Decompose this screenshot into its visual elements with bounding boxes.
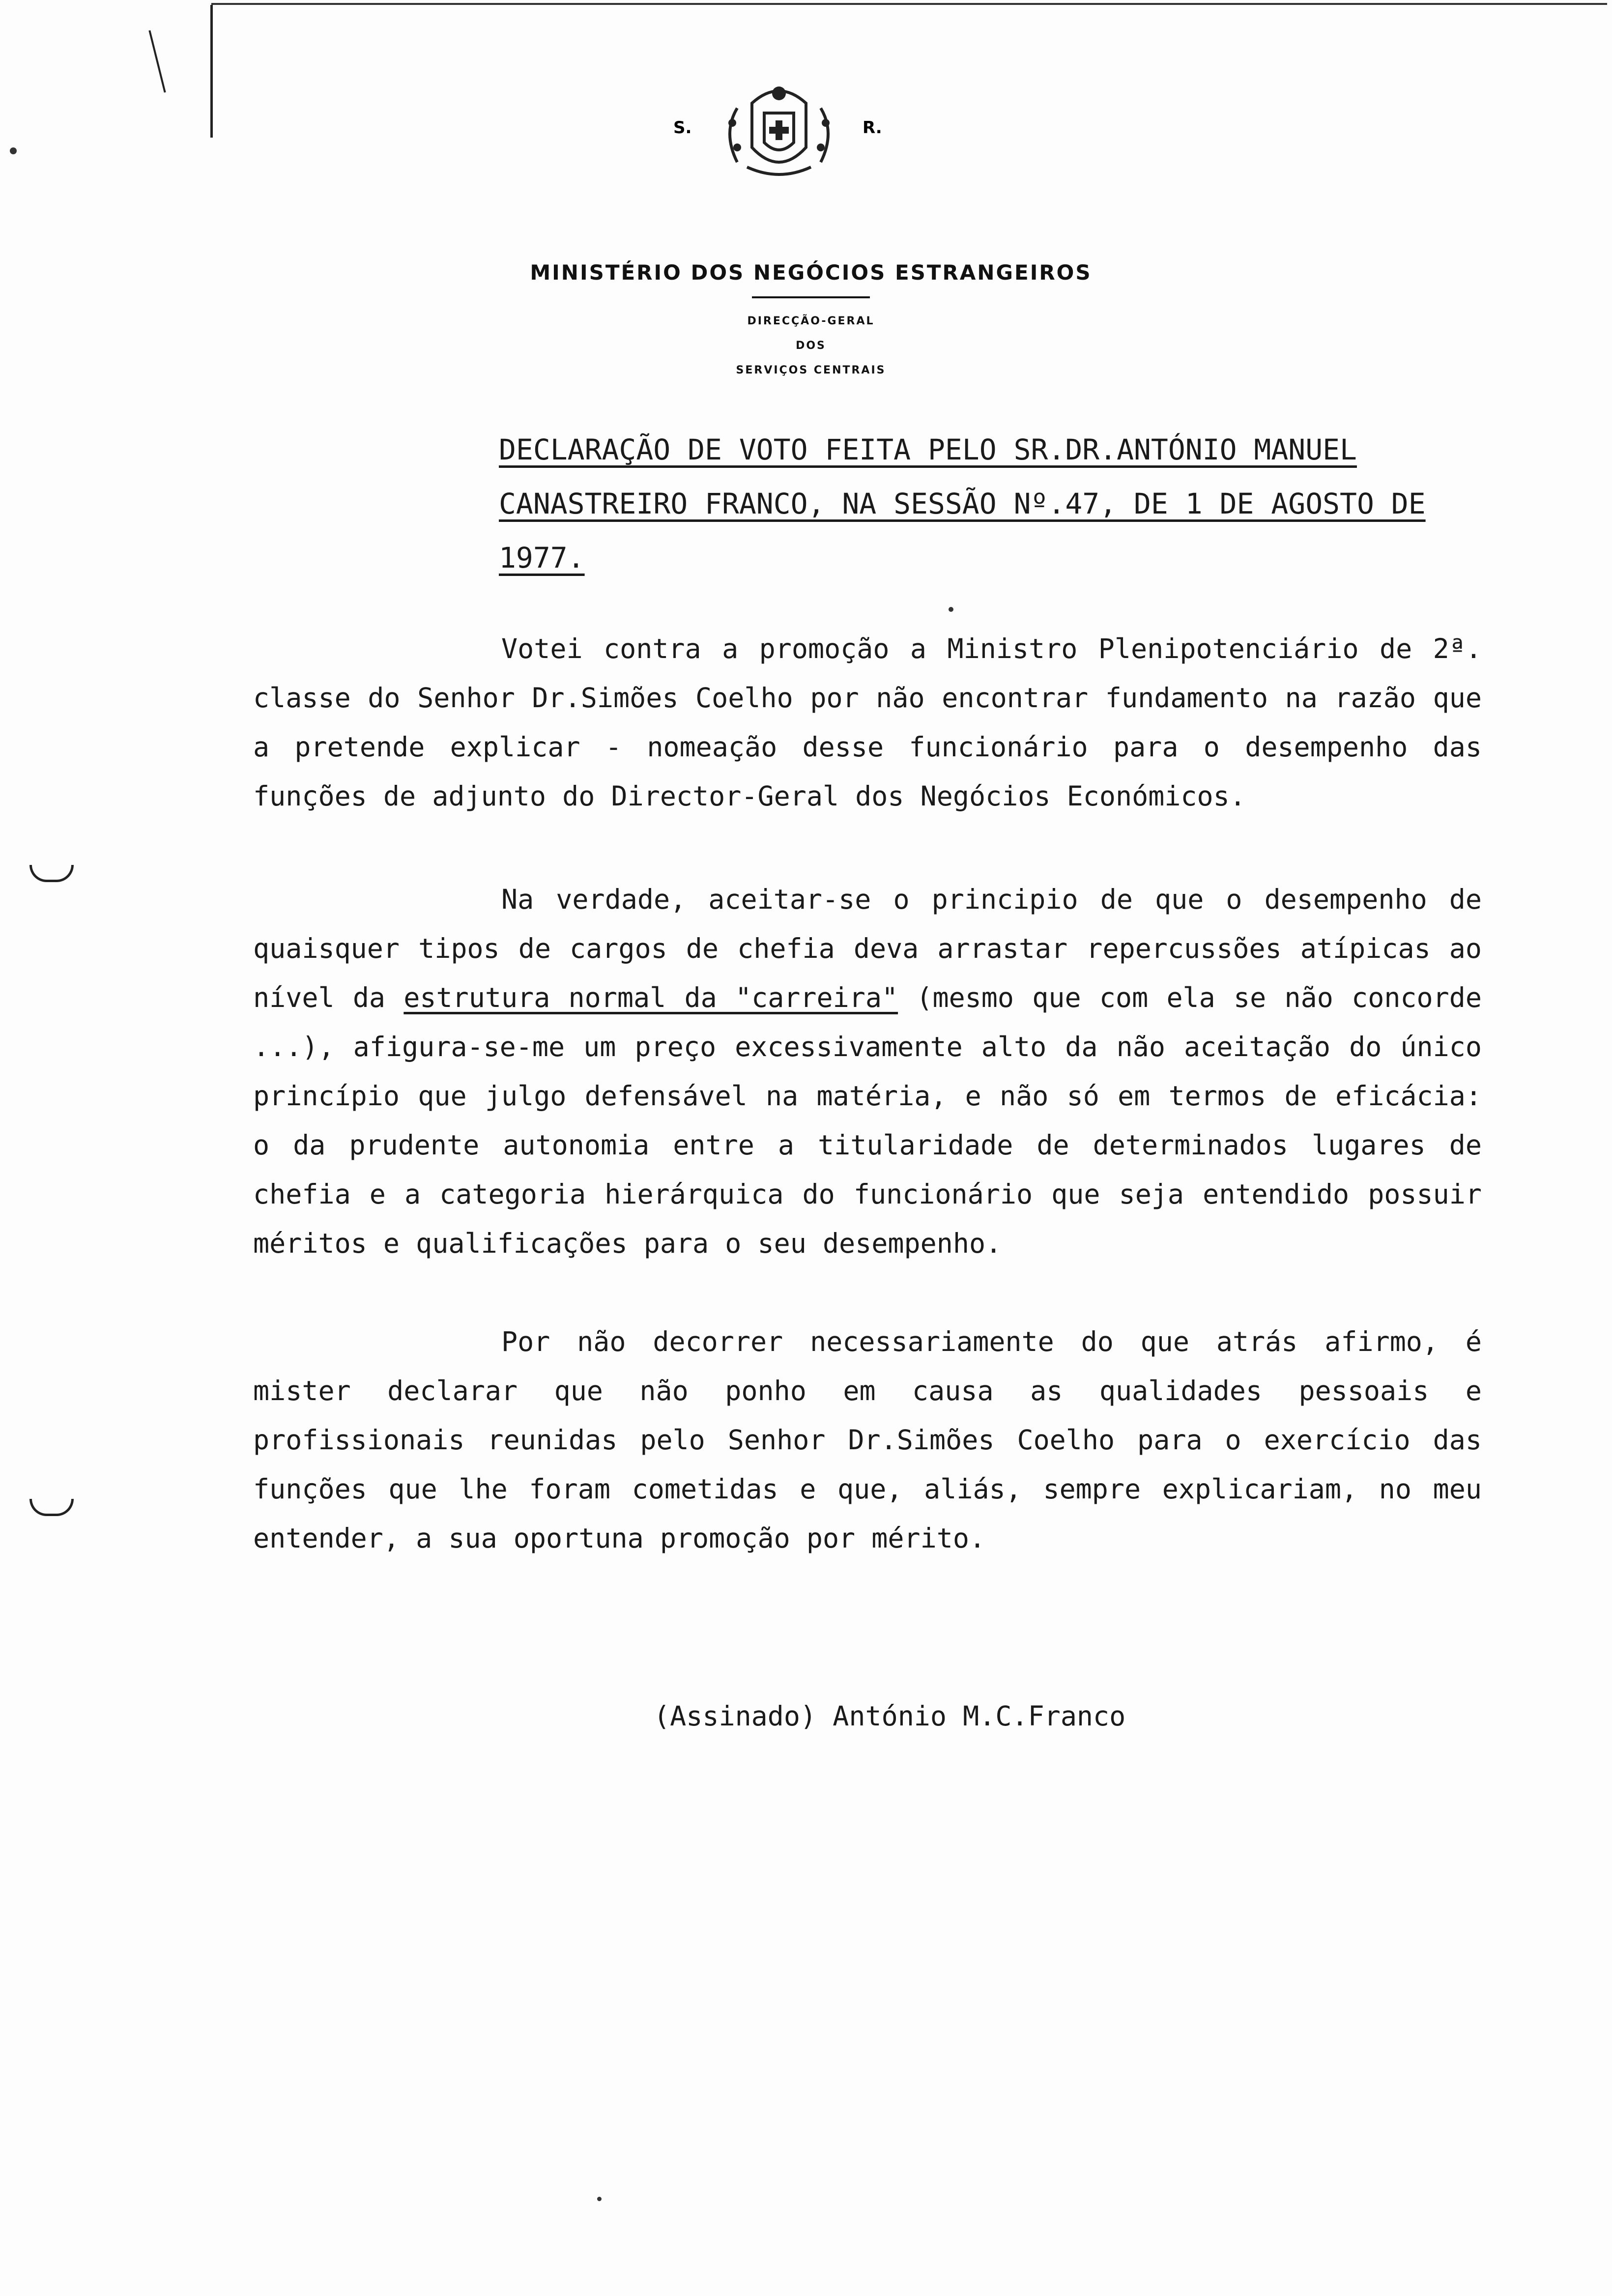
margin-dot	[10, 147, 17, 154]
paragraph-2-underlined: estrutura normal da "carreira"	[403, 982, 898, 1013]
margin-mark	[148, 30, 166, 92]
paragraph-2-text: Na verdade, aceitar-se o principio de que o desempenho de quaisquer tipos de cargos de chefia deva arrastar repercussões atípicas ao nível da	[253, 884, 1482, 1013]
department-line-3: SERVIÇOS CENTRAIS	[736, 364, 886, 376]
speck	[597, 2197, 602, 2201]
ministry-name: MINISTÉRIO DOS NEGÓCIOS ESTRANGEIROS	[530, 260, 1092, 285]
letterhead-initial-left: S.	[673, 118, 692, 138]
punch-hole-mark	[29, 865, 74, 882]
paragraph-2	[253, 875, 1482, 1268]
divider	[752, 296, 870, 298]
paragraph-1: Votei contra a promoção a Ministro Plenipotenciário de 2ª. classe do Senhor Dr.Simões Coelho por não encontrar fundamento na razão que a pretende explicar - nomeação desse funcionário para o desempenho das funções de adjunto do Director-Geral dos Negócios Económicos.	[253, 633, 1482, 812]
department-line-2: DOS	[796, 340, 826, 352]
punch-hole-mark	[29, 1499, 74, 1516]
paragraph-2-text-cont: (mesmo que com ela se não concorde ...), afigura-se-me um preço excessivamente alto da não aceitação do único princípio que julgo defensável na matéria, e não só em termos de eficácia: o da prudente autonomia entre a titularidade de determinados lugares de chefia e a categoria hierárquica do funcionário que seja entendido possuir méritos e qualificações para o seu desempenho.	[253, 982, 1482, 1259]
letterhead-initial-right: R.	[863, 118, 882, 138]
document-title: DECLARAÇÃO DE VOTO FEITA PELO SR.DR.ANTÓNIO MANUEL CANASTREIRO FRANCO, NA SESSÃO Nº.47, DE 1 DE AGOSTO DE 1977.	[499, 433, 1426, 574]
letterhead	[442, 74, 1180, 383]
scan-top-edge	[211, 3, 1607, 5]
paragraph-3: Por não decorrer necessariamente do que atrás afirmo, é mister declarar que não ponho em causa as qualidades pessoais e profissionais reunidas pelo Senhor Dr.Simões Coelho para o exercício das funções que lhe foram cometidas e que, aliás, sempre explicariam, no meu entender, a sua oportuna promoção por mérito.	[253, 1326, 1482, 1554]
department-line-1: DIRECÇÃO-GERAL	[747, 315, 875, 327]
margin-mark	[210, 5, 213, 138]
signature-line: (Assinado) António M.C.Franco	[654, 1700, 1126, 1732]
coat-of-arms-icon	[718, 74, 840, 187]
speck	[949, 607, 953, 612]
